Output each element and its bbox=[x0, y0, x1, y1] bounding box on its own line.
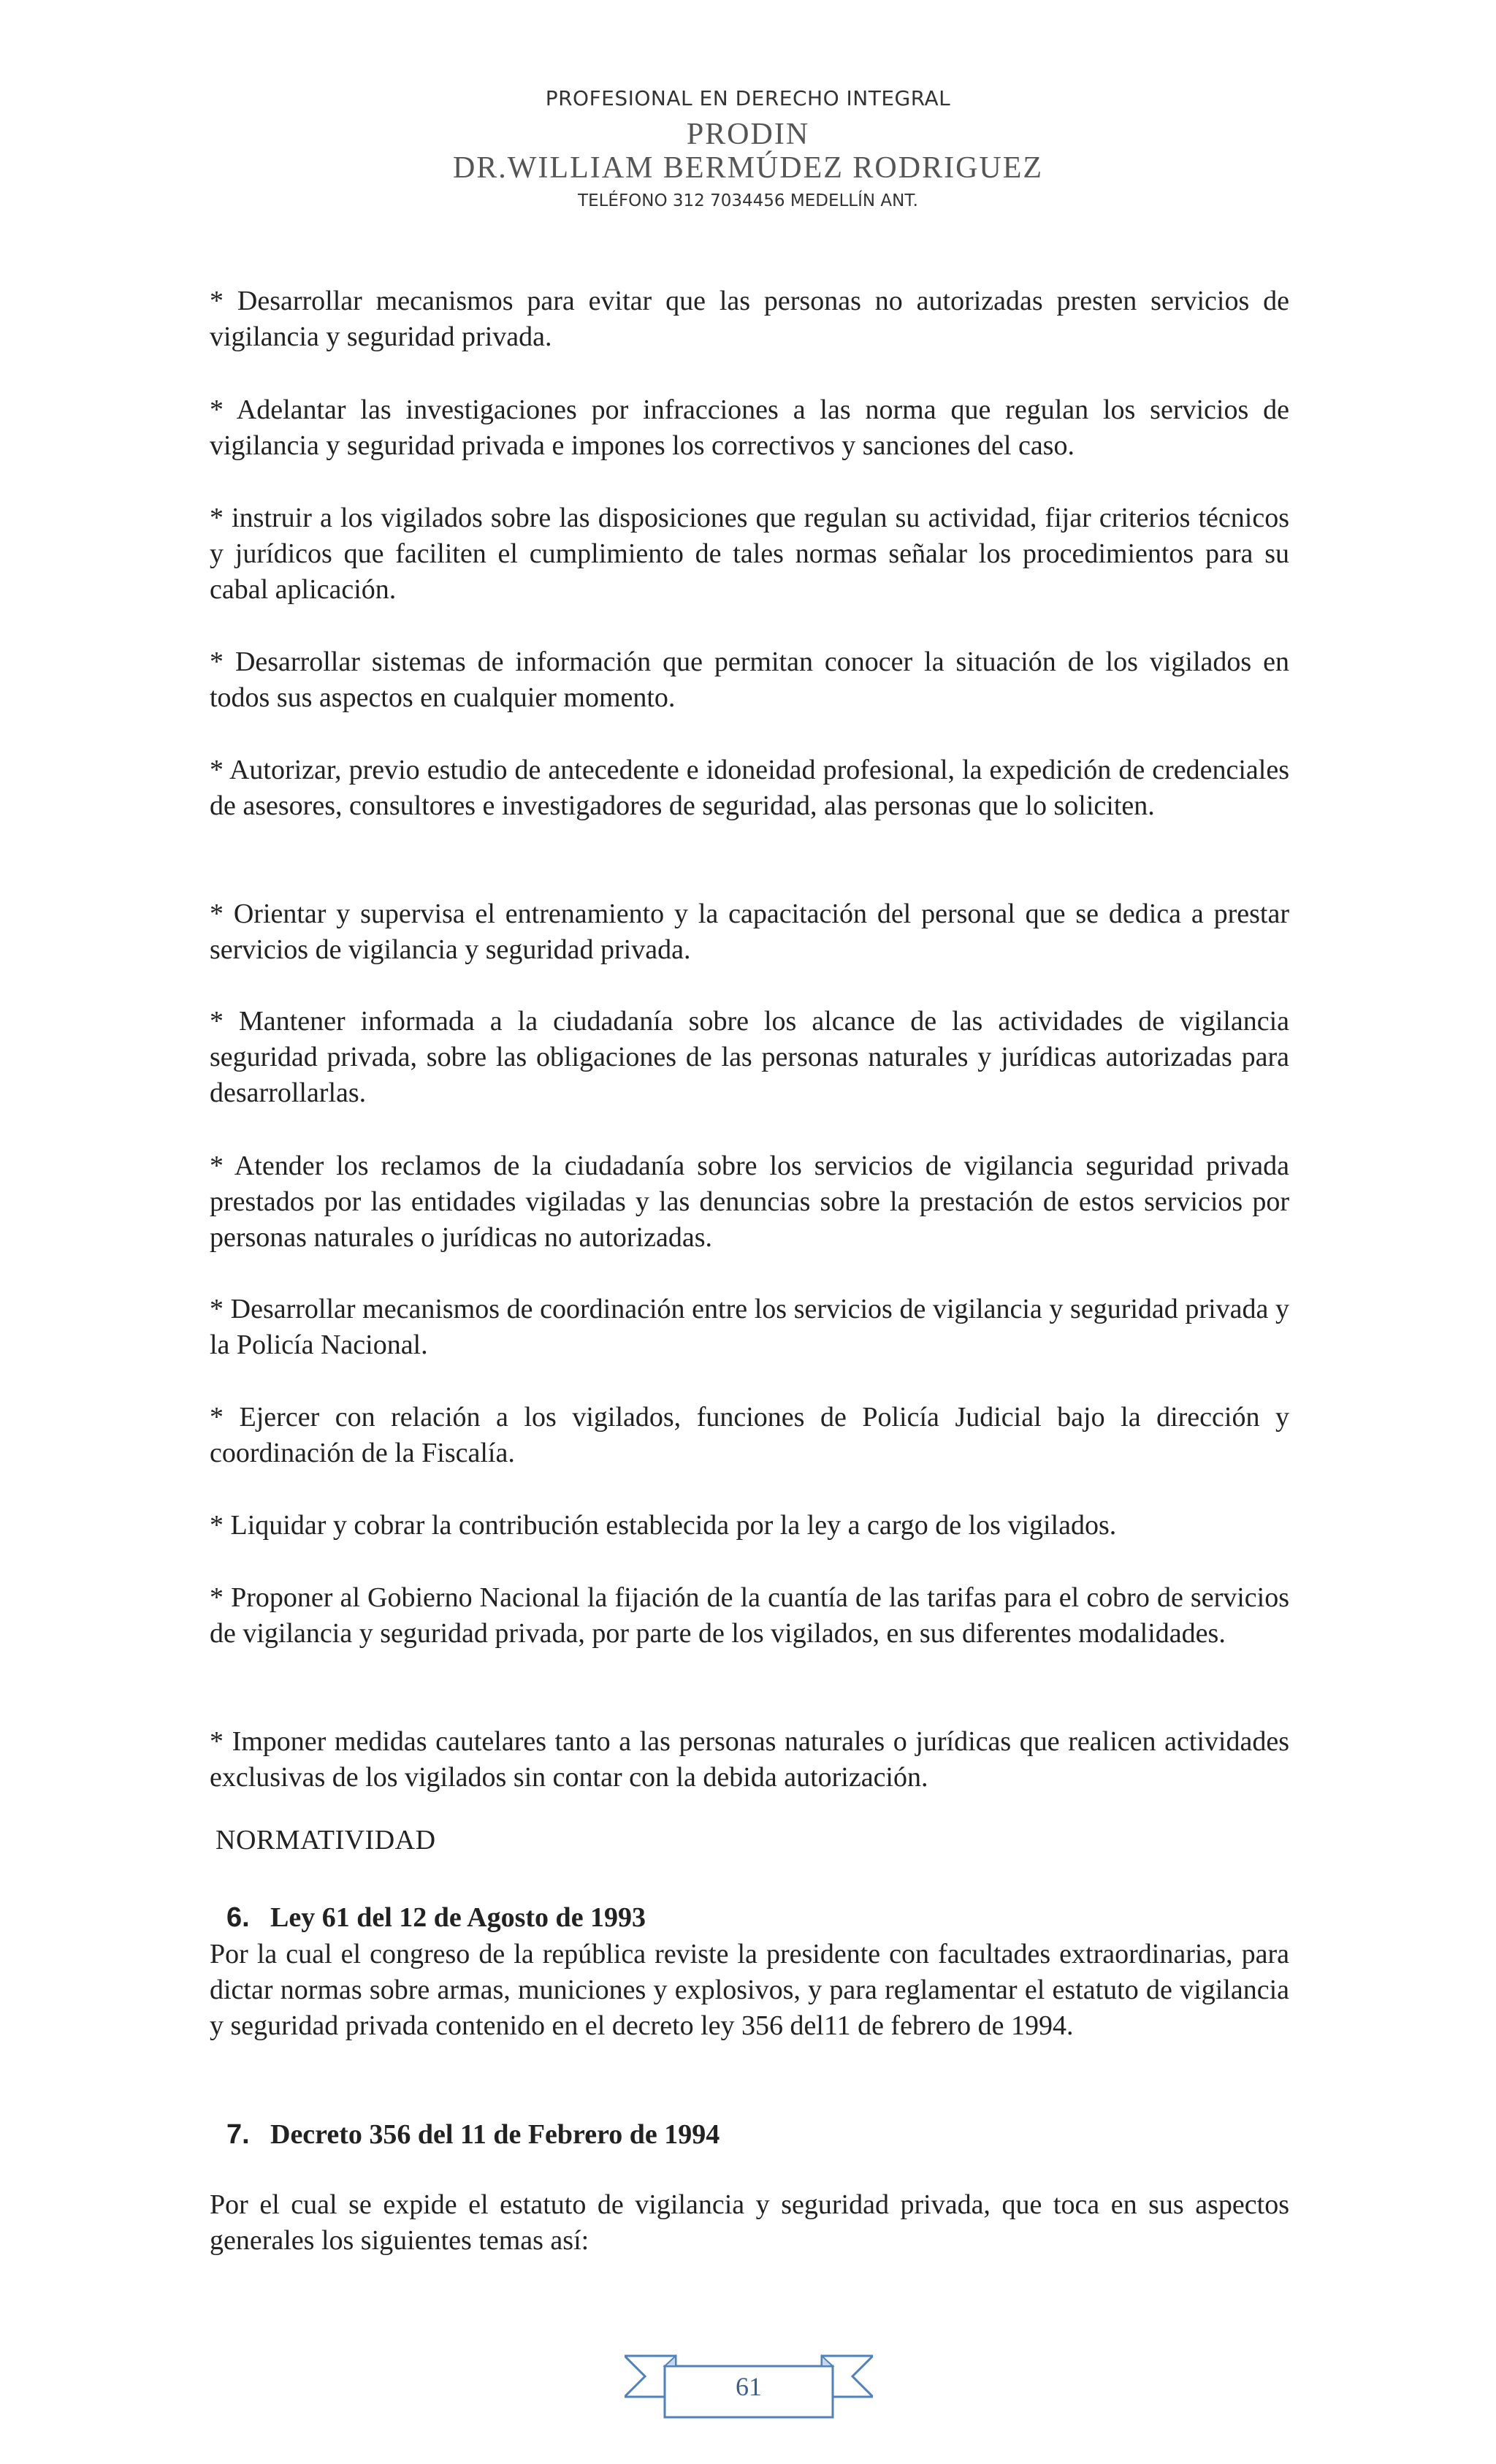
paragraph-text: * Orientar y supervisa el entrenamiento y la capacitación del personal que se dedica a prestar servicios de vigilancia y seguridad privada. bbox=[210, 899, 1289, 965]
paragraph-text: * Desarrollar sistemas de información que permitan conocer la situación de los vigilados en todos sus aspectos en cualquier momento. bbox=[210, 646, 1289, 713]
heading-number: 7. bbox=[226, 2119, 250, 2150]
paragraph-text: * Desarrollar mecanismos para evitar que las personas no autorizadas presten servicios de vigilancia y seguridad privada. bbox=[210, 286, 1289, 352]
paragraph-text: * Atender los reclamos de la ciudadanía sobre los servicios de vigilancia seguridad privada prestados por las entidades vigiladas y las denuncias sobre la prestación de estos servicios por personas naturales o jurídicas no autorizadas. bbox=[210, 1151, 1289, 1253]
heading-text: Ley 61 del 12 de Agosto de 1993 bbox=[270, 1902, 646, 1933]
paragraph-text: * Adelantar las investigaciones por infracciones a las norma que regulan los servicios de vigilancia y seguridad privada e impones los correctivos y sanciones del caso. bbox=[210, 394, 1289, 461]
paragraph-text: * Liquidar y cobrar la contribución establecida por la ley a cargo de los vigilados. bbox=[210, 1510, 1117, 1541]
paragraph bbox=[210, 500, 1289, 608]
paragraph bbox=[210, 392, 1289, 464]
paragraph-text: * instruir a los vigilados sobre las disposiciones que regulan su actividad, fijar criterios técnicos y jurídicos que faciliten el cumplimiento de tales normas señalar los procedimientos para su cabal aplicación. bbox=[210, 503, 1289, 605]
paragraph-text: * Imponer medidas cautelares tanto a las personas naturales o jurídicas que realicen actividades exclusivas de los vigilados sin contar con la debida autorización. bbox=[210, 1726, 1289, 1793]
header-line-1: PROFESIONAL EN DERECHO INTEGRAL bbox=[545, 86, 951, 110]
heading-text: Decreto 356 del 11 de Febrero de 1994 bbox=[270, 2119, 720, 2150]
heading-number: 6. bbox=[226, 1902, 250, 1933]
paragraph bbox=[210, 1937, 1289, 2044]
section-title: NORMATIVIDAD bbox=[215, 1825, 436, 1855]
paragraph bbox=[210, 283, 1289, 355]
paragraph-text: * Ejercer con relación a los vigilados, funciones de Policía Judicial bajo la dirección y coordinación de la Fiscalía. bbox=[210, 1402, 1289, 1468]
paragraph-text: * Mantener informada a la ciudadanía sobre los alcance de las actividades de vigilancia seguridad privada, sobre las obligaciones de las personas naturales y jurídicas autorizadas para desarrollarlas. bbox=[210, 1006, 1289, 1108]
paragraph bbox=[210, 752, 1289, 824]
paragraph bbox=[210, 896, 1289, 968]
paragraph bbox=[210, 1292, 1289, 1363]
paragraph bbox=[210, 1724, 1289, 1796]
numbered-heading bbox=[226, 1902, 646, 1934]
header-author: DR.WILLIAM BERMÚDEZ RODRIGUEZ bbox=[452, 151, 1044, 185]
paragraph bbox=[210, 644, 1289, 716]
paragraph bbox=[210, 1148, 1289, 1256]
page-number: 61 bbox=[736, 2372, 762, 2401]
paragraph-text: Por la cual el congreso de la república reviste la presidente con facultades extraordinarias, para dictar normas sobre armas, municiones y explosivos, y para reglamentar el estatuto de vigilancia y seguridad privada contenido en el decreto ley 356 del11 de febrero de 1994. bbox=[210, 1939, 1289, 2041]
numbered-heading bbox=[226, 2118, 720, 2151]
header-phone: TELÉFONO 312 7034456 MEDELLÍN ANT. bbox=[578, 191, 918, 210]
paragraph bbox=[210, 2187, 1289, 2259]
paragraph-text: Por el cual se expide el estatuto de vigilancia y seguridad privada, que toca en sus aspectos generales los siguientes temas así: bbox=[210, 2189, 1289, 2256]
paragraph bbox=[210, 1004, 1289, 1111]
paragraph bbox=[210, 1400, 1289, 1471]
paragraph-text: * Autorizar, previo estudio de antecedente e idoneidad profesional, la expedición de credenciales de asesores, consultores e investigadores de seguridad, alas personas que lo soliciten. bbox=[210, 755, 1289, 821]
paragraph-text: * Proponer al Gobierno Nacional la fijación de la cuantía de las tarifas para el cobro de servicios de vigilancia y seguridad privada, por parte de los vigilados, en sus diferentes modalidades. bbox=[210, 1582, 1289, 1649]
paragraph-text: * Desarrollar mecanismos de coordinación entre los servicios de vigilancia y seguridad privada y la Policía Nacional. bbox=[210, 1294, 1289, 1360]
paragraph bbox=[210, 1508, 1289, 1544]
paragraph bbox=[210, 1580, 1289, 1652]
header-org-name: PRODIN bbox=[686, 118, 810, 151]
